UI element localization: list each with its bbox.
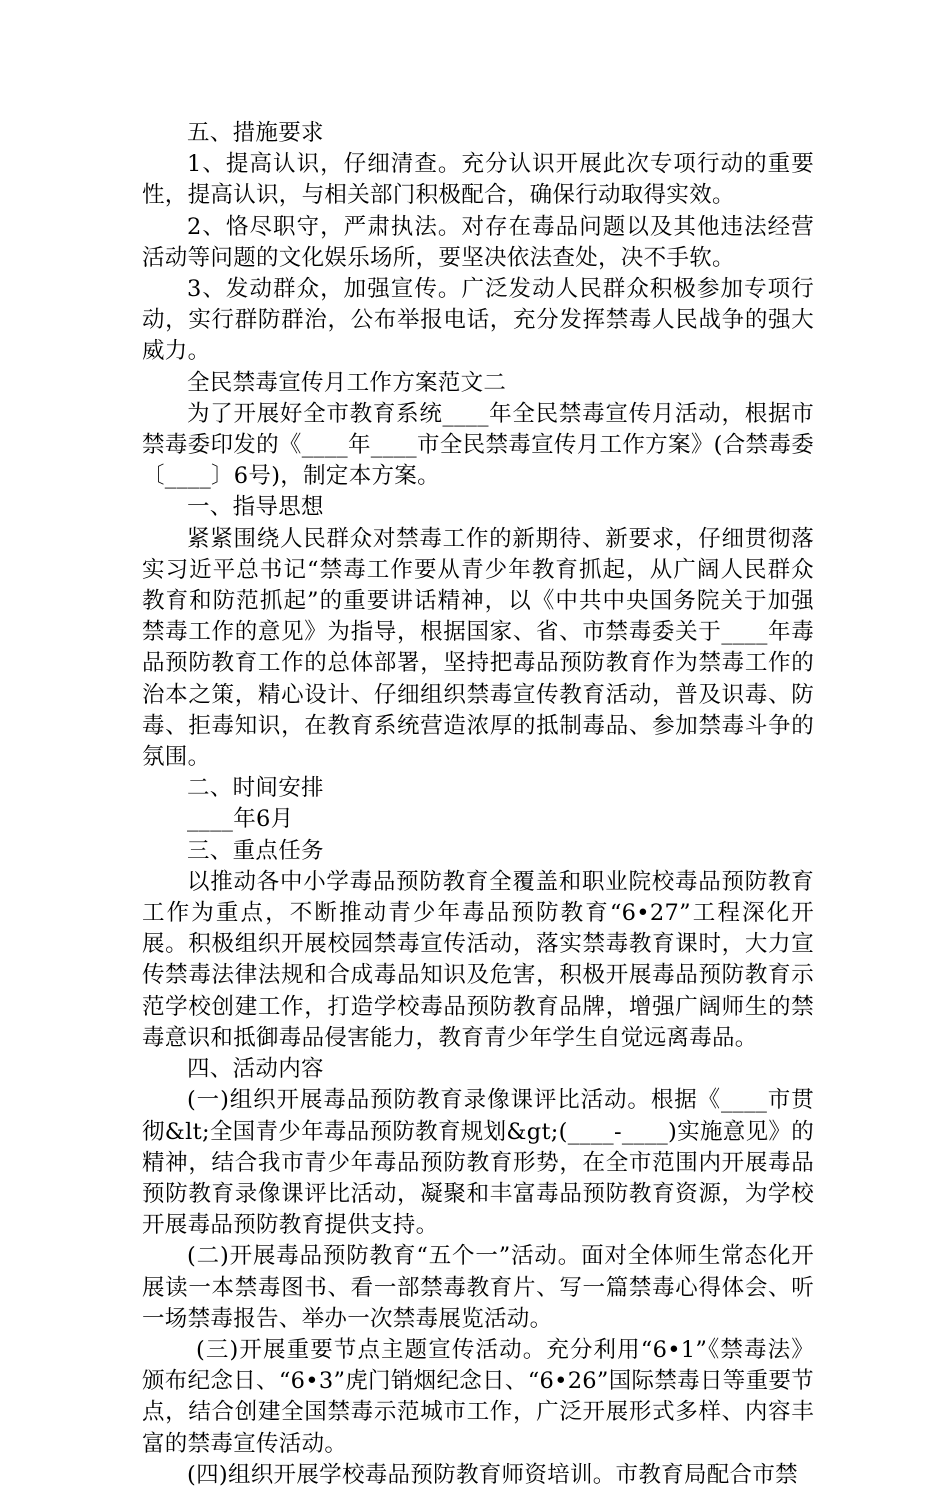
paragraph: 紧紧围绕人民群众对禁毒工作的新期待、新要求，仔细贯彻落实习近平总书记“禁毒工作要从青少年教育抓起，从广阔人民群众教育和防范抓起”的重要讲话精神，以《中共中央国务院关于加强禁毒工作的意见》为指导，根据国家、省、市禁毒委关于____年毒品预防教育工作的总体部署，坚持把毒品预防教育作为禁毒工作的治本之策，精心设计、仔细组织禁毒宣传教育活动，普及识毒、防毒、拒毒知识，在教育系统营造浓厚的抵制毒品、参加禁毒斗争的氛围。 bbox=[142, 525, 814, 771]
section-heading-measures: 五、措施要求 bbox=[187, 120, 324, 146]
paragraph: (四)组织开展学校毒品预防教育师资培训。市教育局配合市禁 bbox=[187, 1461, 798, 1488]
paragraph: 以推动各中小学毒品预防教育全覆盖和职业院校毒品预防教育工作为重点，不断推动青少年毒品预防教育“6•27”工程深化开展。积极组织开展校园禁毒宣传活动，落实禁毒教育课时，大力宣传禁毒法律法规和合成毒品知识及危害，积极开展毒品预防教育示范学校创建工作，打造学校毒品预防教育品牌，增强广阔师生的禁毒意识和抵御毒品侵害能力，教育青少年学生自觉远离毒品。 bbox=[142, 868, 814, 1051]
paragraph: (二)开展毒品预防教育“五个一”活动。面对全体师生常态化开展读一本禁毒图书、看一部禁毒教育片、写一篇禁毒心得体会、听一场禁毒报告、举办一次禁毒展览活动。 bbox=[142, 1243, 814, 1332]
paragraph: 2、恪尽职守，严肃执法。对存在毒品问题以及其他违法经营活动等问题的文化娱乐场所，要坚决依法查处，决不手软。 bbox=[142, 213, 814, 271]
section-heading-key-tasks: 三、重点任务 bbox=[187, 837, 324, 864]
paragraph: 1、提高认识，仔细清查。充分认识开展此次专项行动的重要性，提高认识，与相关部门积极配合，确保行动取得实效。 bbox=[142, 151, 814, 209]
paragraph: 为了开展好全市教育系统____年全民禁毒宣传月活动，根据市禁毒委印发的《____年____市全民禁毒宣传月工作方案》(合禁毒委〔____〕6号)，制定本方案。 bbox=[142, 400, 814, 490]
document-body bbox=[142, 118, 814, 1491]
section-heading-guiding-ideology: 一、指导思想 bbox=[187, 494, 324, 521]
section-heading-activities: 四、活动内容 bbox=[187, 1056, 324, 1083]
paragraph: (三)开展重要节点主题宣传活动。充分利用“6•1”《禁毒法》颁布纪念日、“6•3”虎门销烟纪念日、“6•26”国际禁毒日等重要节点，结合创建全国禁毒示范城市工作，广泛开展形式多样、内容丰富的禁毒宣传活动。 bbox=[142, 1336, 814, 1457]
paragraph: 3、发动群众，加强宣传。广泛发动人民群众积极参加专项行动，实行群防群治，公布举报电话，充分发挥禁毒人民战争的强大威力。 bbox=[142, 276, 814, 365]
paragraph: (一)组织开展毒品预防教育录像课评比活动。根据《____市贯彻&lt;全国青少年毒品预防教育规划&gt;(____-____)实施意见》的精神，结合我市青少年毒品预防教育形势，在全市范围内开展毒品预防教育录像课评比活动，凝聚和丰富毒品预防教育资源，为学校开展毒品预防教育提供支持。 bbox=[142, 1087, 814, 1239]
section-heading-schedule: 二、时间安排 bbox=[187, 775, 324, 802]
paragraph: ____年6月 bbox=[187, 806, 294, 833]
document-subtitle: 全民禁毒宣传月工作方案范文二 bbox=[187, 369, 507, 396]
